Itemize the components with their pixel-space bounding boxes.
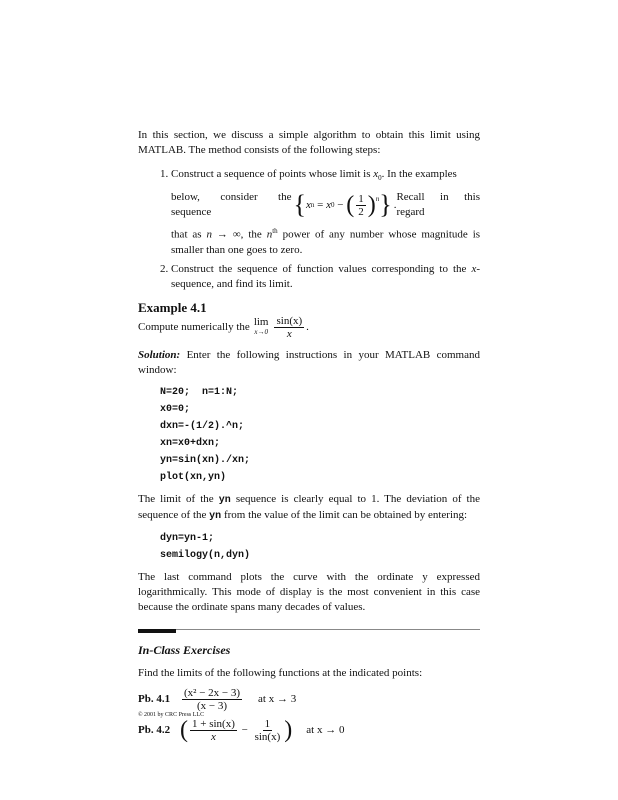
problem-4-2: Pb. 4.2 ( $\frac{1 + \sin(x)}{x}$ − $\frac{1}{\sin(x)}$ ) at x → 0 (138, 717, 345, 744)
code-line: dxn=-(1/2).^n; (160, 420, 245, 432)
code-line: x0=0; (160, 403, 191, 415)
sequence-formula: { x n = x 0 − ( $\frac{1}{2}$ ) $^n$ } (293, 190, 392, 220)
page-body (138, 128, 480, 743)
code-line: plot(xn,yn) (160, 471, 227, 483)
solution-paragraph: Solution: Enter the following instructions in your MATLAB command window: (138, 348, 480, 376)
limit-fraction: $\frac{\sin(x)}{x}$ (276, 314, 303, 340)
steps-list (138, 167, 480, 292)
code-block-2 (160, 530, 480, 564)
section-divider (138, 629, 480, 633)
copyright-footer: © 2001 by CRC Press LLC (138, 712, 205, 718)
exercises-intro: Find the limits of the following functions at the indicated points: (138, 666, 423, 679)
sequence-formula-line: below, consider the sequence { x n = x 0 − ( $\frac{1}{2}$ ) $^n$ } . Recall in this regard (171, 190, 480, 220)
problem-4-1: Pb. 4.1 $\frac{\text{(x² − 2x − 3)}}{(x - 3)}$ at x → 3 (138, 686, 297, 712)
exercises-title: In-Class Exercises (138, 642, 231, 657)
example-title: Example 4.1 (138, 299, 207, 315)
paragraph-3: The last command plots the curve with the ordinate y expressed logarithmically. This mode of display is the most convenient in this case because the ordinate spans many decades of values. (138, 570, 480, 613)
code-block-1 (160, 384, 480, 486)
code-line: dyn=yn-1; (160, 532, 215, 544)
step-2: 2. Construct the sequence of function values corresponding to the x-sequence, and find its limit. (171, 262, 480, 292)
code-line: semilogy(n,dyn) (160, 549, 251, 561)
code-line: N=20; n=1:N; (160, 386, 239, 398)
limit-expression: lim x→0 (253, 316, 269, 337)
step-1: 1. Construct a sequence of points whose limit is $x_0$. In the examples below, consider the sequence { x n = x 0 − ( $\frac{1}{2}$ ) $^n$ } . Recall in this regard that as n → ∞, the $n^{th}$ power of any number whose magnitude is smaller than one goes to zero. (171, 167, 480, 258)
paragraph-2: The limit of the yn sequence is clearly equal to 1. The deviation of the sequence of the yn from the value of the limit can be obtained by entering: (138, 492, 480, 522)
example-prompt: Compute numerically the lim x→0 $\frac{\sin(x)}{x}$ . (138, 314, 309, 340)
code-line: yn=sin(xn)./xn; (160, 454, 251, 466)
intro-paragraph: In this section, we discuss a simple algorithm to obtain this limit using MATLAB. The method consists of the following steps: (138, 129, 480, 156)
code-line: xn=x0+dxn; (160, 437, 221, 449)
